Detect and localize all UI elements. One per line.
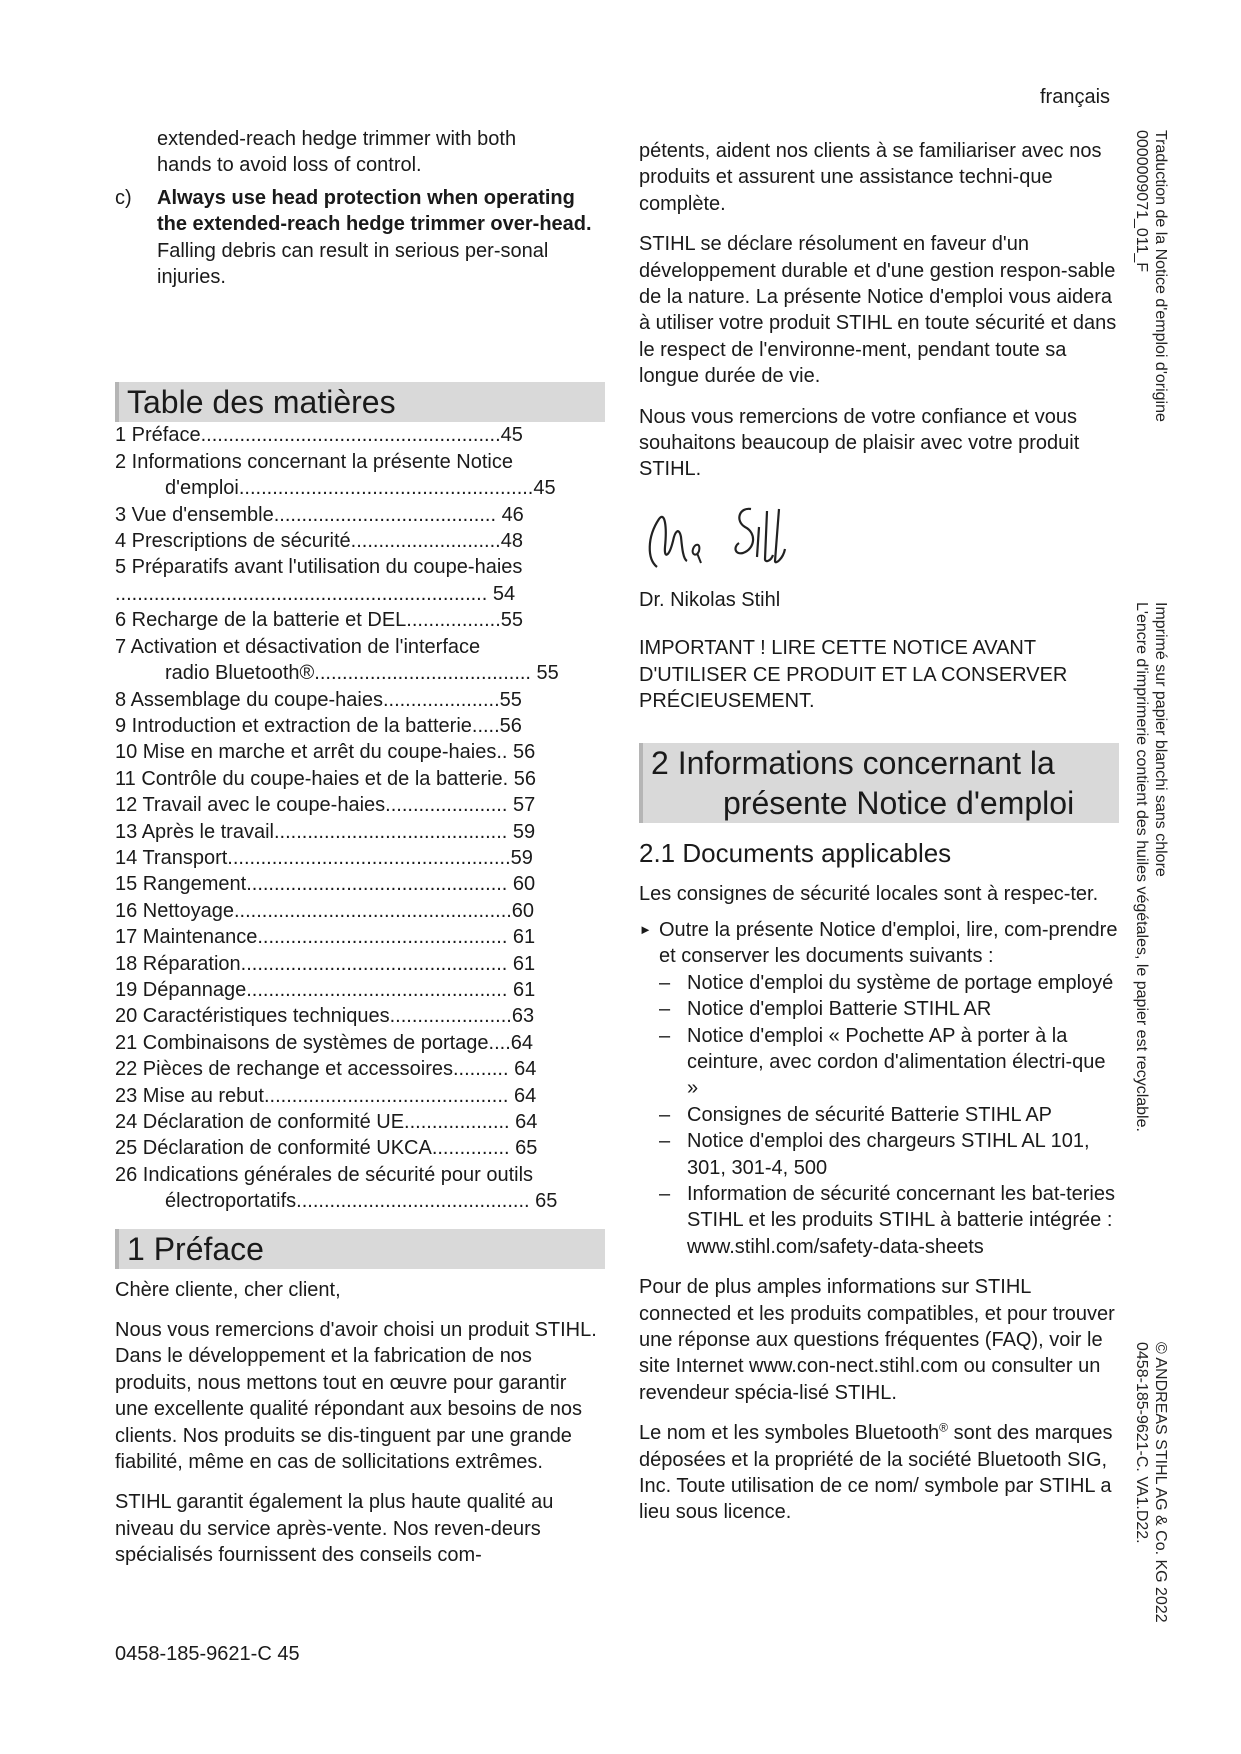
preface-paragraph-1: Nous vous remercions d'avoir choisi un produit STIHL. Dans le développement et la fabrication de nos produits, nous mettons tout en œuvre pour garantir une excellente qualité répondant aux besoins de nos clients. Nos produits se dis-tinguent par une grande fiabilité, même en cas de sollicitations extrêmes. xyxy=(115,1319,597,1474)
preface-continuation: pétents, aident nos clients à se familiariser avec nos produits et assurent une assistance techni-que complète. xyxy=(639,140,1102,215)
right-column xyxy=(639,138,1119,1526)
toc-entry[interactable]: 7 Activation et désactivation de l'interface radio Bluetooth®....................................... 55 xyxy=(115,635,559,685)
toc-entry[interactable]: 21 Combinaisons de systèmes de portage....64 xyxy=(115,1031,534,1054)
toc-entry[interactable]: 20 Caractéristiques techniques......................63 xyxy=(115,1005,535,1028)
signature-lettering: N. Stihl xyxy=(639,496,643,498)
preface-title: 1 Préface xyxy=(115,1229,605,1269)
toc-entry[interactable]: 12 Travail avec le coupe-haies...................... 57 xyxy=(115,794,536,817)
preface-greeting: Chère cliente, cher client, xyxy=(115,1278,341,1301)
continuation-line-1: extended-reach hedge trimmer with both xyxy=(157,128,517,150)
toc-entry[interactable]: 19 Dépannage............................................... 61 xyxy=(115,978,536,1001)
warning-bold-text: Always use head protection when operating the extended-reach hedge trimmer over-head. xyxy=(157,186,592,236)
subsection-2-1-title: 2.1 Documents applicables xyxy=(639,837,952,868)
toc-entry[interactable]: 22 Pièces de rechange et accessoires.......... 64 xyxy=(115,1058,537,1081)
margin-translation-note: Traduction de la Notice d'emploi d'origine 0000009071_011_F xyxy=(1133,130,1169,422)
document-list-item: – Notice d'emploi « Pochette AP à porter à la ceinture, avec cordon d'alimentation électri-que » xyxy=(659,1024,1106,1100)
local-rules-paragraph: Les consignes de sécurité locales sont à respec-ter. xyxy=(639,882,1099,905)
continuation-line-2: hands to avoid loss of control. xyxy=(157,154,422,177)
document-list-item: – Information de sécurité concernant les bat-teries STIHL et les produits STIHL à batterie intégrée : www.stihl.com/safety-data-sheets xyxy=(659,1182,1115,1258)
thanks-paragraph: Nous vous remercions de votre confiance et vous souhaitons beaucoup de plaisir avec votre produit STIHL. xyxy=(639,405,1080,481)
toc-title: Table des matières xyxy=(115,382,605,422)
section-2-title xyxy=(639,743,1119,823)
document-list-item: – Consignes de sécurité Batterie STIHL AP xyxy=(659,1103,1052,1126)
toc-entry[interactable]: 25 Déclaration de conformité UKCA.............. 65 xyxy=(115,1137,538,1160)
section-2-title-line-1: 2 Informations concernant la xyxy=(651,744,1055,781)
toc-entry[interactable]: 8 Assemblage du coupe-haies.....................55 xyxy=(115,688,522,711)
instruction-item xyxy=(639,917,1119,970)
important-notice: IMPORTANT ! LIRE CETTE NOTICE AVANT D'UTILISER CE PRODUIT ET LA CONSERVER PRÉCIEUSEMENT. xyxy=(639,637,1068,713)
toc-entry[interactable]: 18 Réparation................................................ 61 xyxy=(115,952,536,975)
list-item-c xyxy=(115,185,605,291)
warning-rest-text: Falling debris can result in serious per-sonal injuries. xyxy=(157,239,549,289)
document-list-item: – Notice d'emploi Batterie STIHL AR xyxy=(659,998,992,1021)
toc-entry[interactable]: 5 Préparatifs avant l'utilisation du coupe-haies ................................................................... 54 xyxy=(115,556,523,605)
document-list-item: – Notice d'emploi des chargeurs STIHL AL 101, 301, 301-4, 500 xyxy=(659,1130,1090,1179)
signature-image xyxy=(639,497,809,577)
toc-entry[interactable]: 23 Mise au rebut............................................ 64 xyxy=(115,1084,537,1107)
toc-entry[interactable]: 13 Après le travail.......................................... 59 xyxy=(115,820,536,843)
list-label-c: c) xyxy=(115,186,132,209)
page-footer: 0458-185-9621-C 45 xyxy=(115,1643,300,1665)
margin-paper-note: Imprimé sur papier blanchi sans chlore L'encre d'imprimerie contient des huiles végétales, le papier est recyclable. xyxy=(1133,602,1169,1132)
toc-entry[interactable]: 26 Indications générales de sécurité pour outils électroportatifs.......................................... 65 xyxy=(115,1163,558,1213)
section-2-title-line-2: présente Notice d'emploi xyxy=(723,784,1075,821)
environment-paragraph: STIHL se déclare résolument en faveur d'un développement durable et d'une gestion respon-sable de la nature. La présente Notice d'emploi vous aidera à utiliser votre produit STIHL en toute sécurité et dans le respect de l'environne-ment, pendant toute sa longue durée de vie. xyxy=(639,233,1117,388)
document-list-item: – Notice d'emploi du système de portage employé xyxy=(659,971,1114,994)
bluetooth-paragraph: Le nom et les symboles Bluetooth® sont des marques déposées et la propriété de la société Bluetooth SIG, Inc. Toute utilisation de ce nom/ symbole par STIHL a lieu sous licence. xyxy=(639,1420,1113,1524)
toc-entry[interactable]: 11 Contrôle du coupe-haies et de la batterie. 56 xyxy=(115,767,537,790)
signatory-name: Dr. Nikolas Stihl xyxy=(639,588,781,611)
toc-entry[interactable]: 10 Mise en marche et arrêt du coupe-haies.. 56 xyxy=(115,741,536,764)
toc-entry[interactable]: 16 Nettoyage..................................................60 xyxy=(115,899,535,922)
connected-paragraph: Pour de plus amples informations sur STIHL connected et les produits compatibles, et pour trouver une réponse aux questions fréquentes (FAQ), voir le site Internet www.con-nect.stihl.com ou consulter un revendeur spécia-lisé STIHL. xyxy=(639,1276,1115,1404)
instruction-text: Outre la présente Notice d'emploi, lire, com-prendre et conserver les documents suivants : xyxy=(659,918,1118,968)
toc-entry[interactable]: 1 Préface......................................................45 xyxy=(115,424,523,447)
toc-entry[interactable]: 9 Introduction et extraction de la batterie.....56 xyxy=(115,714,522,737)
toc-entry[interactable]: 3 Vue d'ensemble........................................ 46 xyxy=(115,503,524,526)
toc-entry[interactable]: 4 Prescriptions de sécurité...........................48 xyxy=(115,530,523,553)
toc-entry[interactable]: 2 Informations concernant la présente Notice d'emploi.....................................................45 xyxy=(115,450,556,500)
language-label: français xyxy=(1040,86,1111,108)
preface-paragraph-2: STIHL garantit également la plus haute qualité au niveau du service après-vente. Nos reven-deurs spécialisés fournissent des conseils com- xyxy=(115,1491,554,1567)
toc-entry[interactable]: 14 Transport...................................................59 xyxy=(115,846,533,869)
margin-copyright-note: © ANDREAS STIHL AG & Co. KG 2022 0458-185-9621-C. VA1.D22. xyxy=(1133,1342,1169,1623)
arrow-bullet-icon: ► xyxy=(639,921,652,937)
toc-entry[interactable]: 24 Déclaration de conformité UE................... 64 xyxy=(115,1111,538,1133)
toc-entry[interactable]: 15 Rangement............................................... 60 xyxy=(115,873,536,896)
left-column xyxy=(115,126,605,1569)
toc-entry[interactable]: 17 Maintenance............................................. 61 xyxy=(115,926,536,949)
toc-entry[interactable]: 6 Recharge de la batterie et DEL.................55 xyxy=(115,609,523,632)
table-of-contents xyxy=(115,422,605,1214)
